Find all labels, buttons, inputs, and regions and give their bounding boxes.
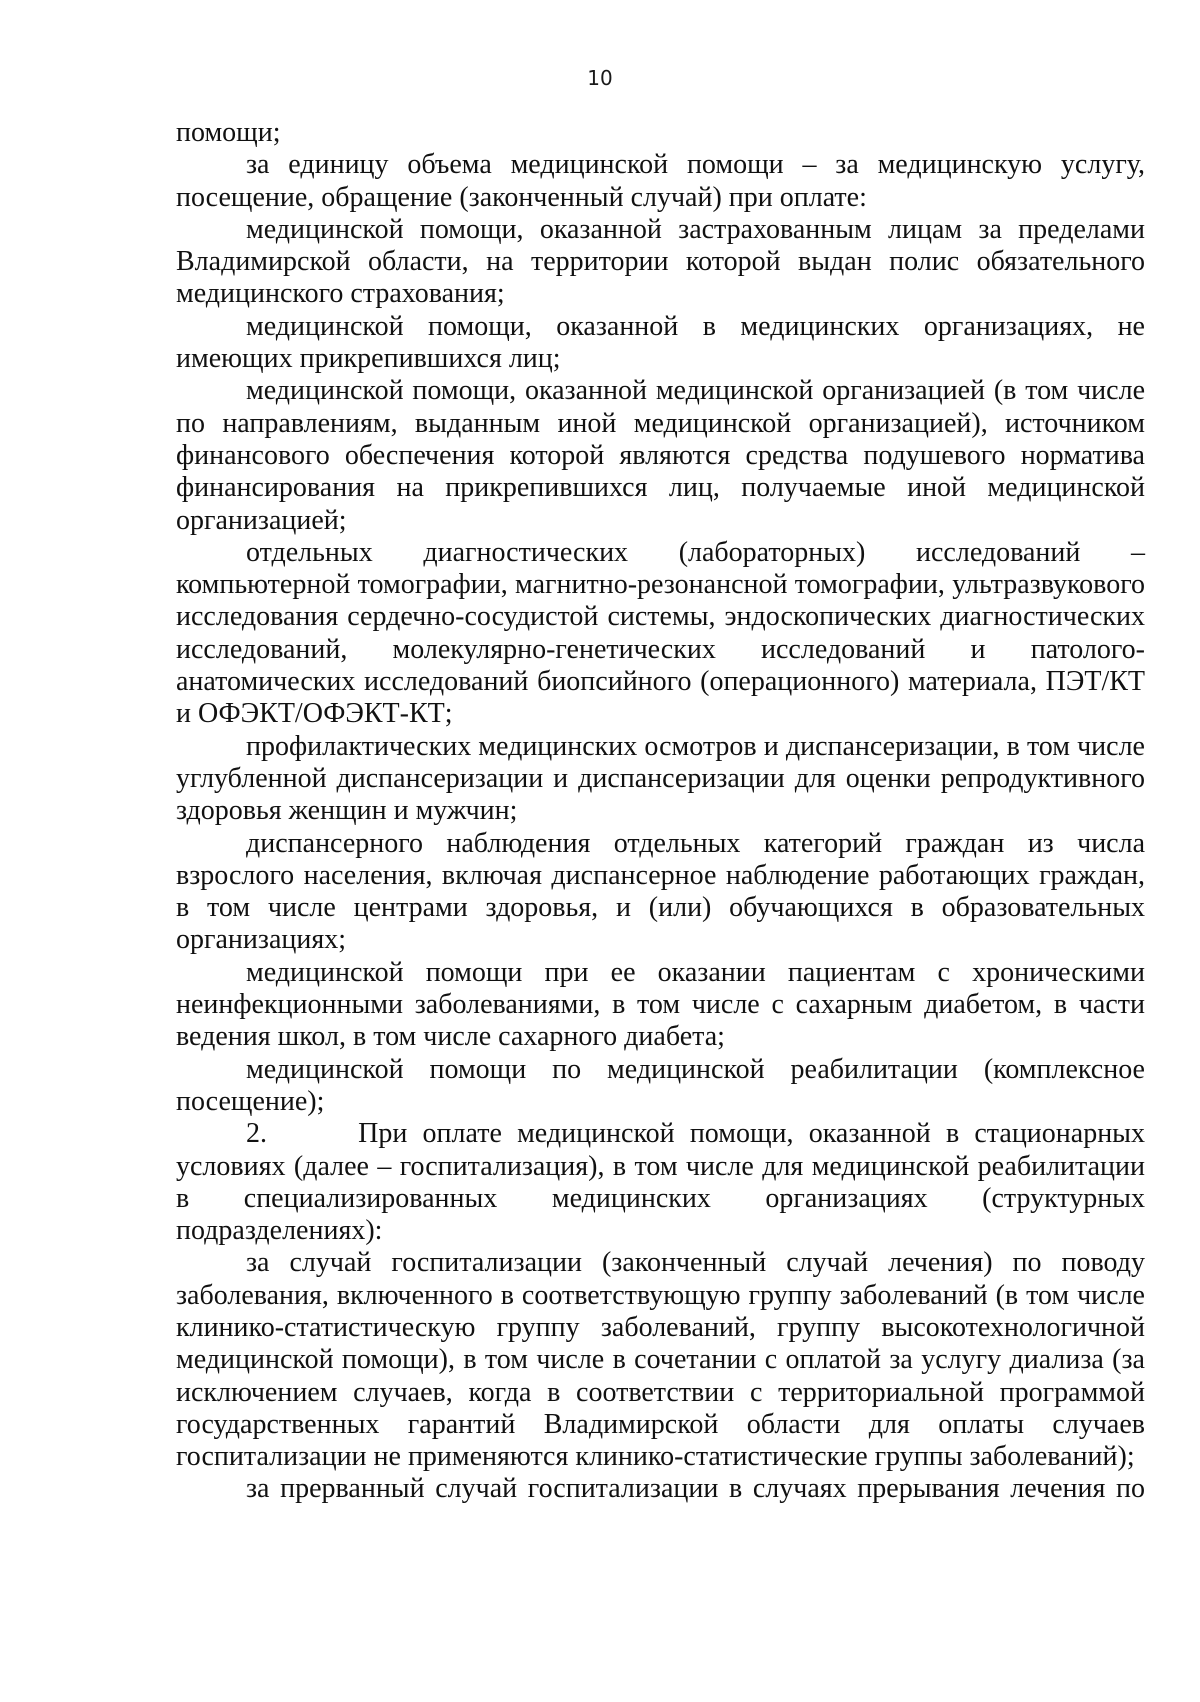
paragraph-7: профилактических медицинских осмотров и диспансеризации, в том числе углубленной диспансеризации и диспансеризации для оценки репродуктивного здоровья женщин и мужчин;: [176, 730, 1145, 827]
page-number: 10: [587, 66, 613, 90]
paragraph-9: медицинской помощи при ее оказании пациентам с хроническими неинфекционными заболеваниями, в том числе с сахарным диабетом, в части ведения школ, в том числе сахарного диабета;: [176, 956, 1145, 1053]
document-body: [176, 117, 1145, 1506]
paragraph-4: медицинской помощи, оказанной в медицинских организациях, не имеющих прикрепившихся лиц;: [176, 310, 1145, 375]
paragraph-12: за случай госпитализации (законченный случай лечения) по поводу заболевания, включенного в соответствующую группу заболеваний (в том числе клинико-статистическую группу заболеваний, группу высокотехнологичной медицинской помощи), в том числе в сочетании с оплатой за услугу диализа (за исключением случаев, когда в соответствии с территориальной программой государственных гарантий Владимирской области для оплаты случаев госпитализации не применяются клинико-статистические группы заболеваний);: [176, 1247, 1145, 1473]
paragraph-6: отдельных диагностических (лабораторных) исследований – компьютерной томографии, магнитно-резонансной томографии, ультразвукового исследования сердечно-сосудистой системы, эндоскопических диагностических исследований, молекулярно-генетических исследований и патолого-анатомических исследований биопсийного (операционного) материала, ПЭТ/КТ и ОФЭКТ/ОФЭКТ-КТ;: [176, 536, 1145, 730]
paragraph-1: помощи;: [176, 117, 281, 148]
paragraph-10: медицинской помощи по медицинской реабилитации (комплексное посещение);: [176, 1053, 1145, 1117]
paragraph-5: медицинской помощи, оказанной медицинской организацией (в том числе по направлениям, выданным иной медицинской организацией), источником финансового обеспечения которой являются средства подушевого норматива финансирования на прикрепившихся лиц, получаемые иной медицинской организацией;: [176, 375, 1145, 536]
paragraph-2: за единицу объема медицинской помощи – за медицинскую услугу, посещение, обращение (законченный случай) при оплате:: [176, 149, 1145, 213]
paragraph-13: за прерванный случай госпитализации в случаях прерывания лечения по: [246, 1473, 1145, 1505]
paragraph-3: медицинской помощи, оказанной застрахованным лицам за пределами Владимирской области, на территории которой выдан полис обязательного медицинского страхования;: [176, 213, 1145, 310]
paragraph-8: диспансерного наблюдения отдельных категорий граждан из числа взрослого населения, включая диспансерное наблюдение работающих граждан, в том числе центрами здоровья, и (или) обучающихся в образовательных организациях;: [176, 827, 1145, 956]
paragraph-11: 2. При оплате медицинской помощи, оказанной в стационарных условиях (далее – госпитализация), в том числе для медицинской реабилитации в специализированных медицинских организациях (структурных подразделениях):: [176, 1118, 1145, 1247]
